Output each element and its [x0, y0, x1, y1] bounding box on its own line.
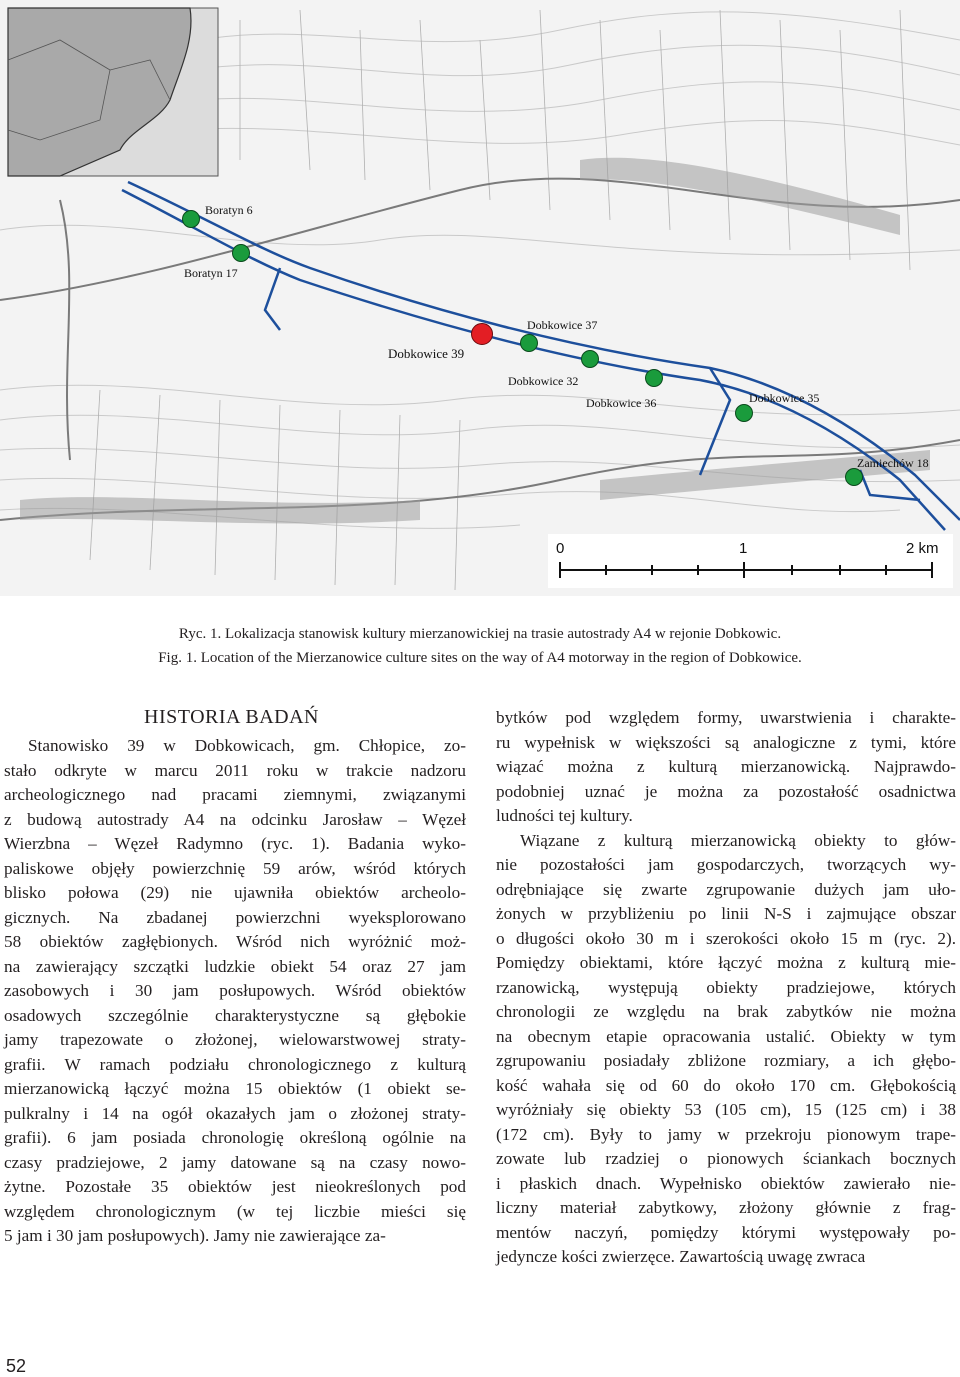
page-number: 52	[6, 1356, 27, 1376]
text-line: 58 obiektów zagłębionych. Wśród nich wyróżnić moż-	[4, 932, 466, 951]
site-label-dobkowice-36: Dobkowice 36	[586, 396, 657, 410]
site-marker-boratyn-6	[182, 210, 200, 228]
text-line: mierzanowicką łączyć można 15 obiektów (1 obiekt se-	[4, 1079, 466, 1098]
text-line: blisko połowa (29) nie ujawniła obiektów archeolo-	[4, 883, 466, 902]
site-label-dobkowice-39: Dobkowice 39	[388, 346, 465, 361]
scale-label-1: 1	[739, 540, 748, 557]
scale-bar-box	[548, 534, 953, 588]
text-line: rzanowicką, występują obiekty pradziejowe, których	[496, 977, 956, 997]
text-line: o długości około 30 m i szerokości około 15 m (ryc. 2).	[496, 928, 956, 948]
text-line: względem chronologicznym (w tej liczbie mieści się	[4, 1201, 466, 1221]
scale-label-0: 0	[556, 540, 565, 557]
site-label-dobkowice-35: Dobkowice 35	[749, 391, 820, 405]
text-line: odrębniające się zwarte zgrupowanie dużych jam uło-	[496, 879, 956, 899]
text-line: chronologii ze względu na brak zabytków nie można	[496, 1002, 956, 1021]
site-marker-dobkowice-35	[735, 404, 753, 422]
site-marker-dobkowice-39	[471, 323, 493, 345]
left-column-text	[4, 734, 466, 1249]
location-map	[0, 0, 960, 596]
text-line: grafii. W ramach podziału chronologicznego z kulturą	[4, 1054, 466, 1074]
text-line: gicznych. Na zbadanej powierzchni wyeksplorowano	[4, 907, 466, 927]
text-line: na obecnym etapie opracowania ustalić. Obiekty w tym	[496, 1026, 956, 1046]
text-line: Wierzbna – Węzeł Radymno (ryc. 1). Badania wyko-	[4, 834, 466, 853]
text-line: mentów naczyń, pomiędzy którymi występowały po-	[496, 1222, 956, 1242]
text-line: i płaskich dnach. Wypełnisko obiektów zawierało nie-	[496, 1173, 956, 1193]
site-label-zamiechow-18: Zamiechów 18	[857, 456, 929, 470]
text-line: archeologicznego nad pracami ziemnymi, związanymi	[4, 785, 466, 804]
site-marker-dobkowice-36	[645, 369, 663, 387]
section-heading: HISTORIA BADAŃ	[144, 706, 319, 728]
figure-caption-pl: Ryc. 1. Lokalizacja stanowisk kultury mierzanowickiej na trasie autostrady A4 w rejonie Dobkowic.	[178, 626, 782, 642]
site-marker-zamiechow-18	[845, 468, 863, 486]
text-line: Wiązane z kulturą mierzanowicką obiekty to głów-	[520, 830, 956, 850]
site-label-boratyn-17: Boratyn 17	[184, 266, 238, 280]
text-line: ludności tej kultury.	[496, 806, 633, 825]
text-line: bytków pod względem formy, uwarstwienia i charakte-	[496, 708, 956, 727]
site-marker-dobkowice-32	[581, 350, 599, 368]
text-line: ru wypełnisk w większości są analogiczne z tymi, które	[496, 732, 956, 752]
text-line: Pomiędzy obiektami, które łączyć można z kulturą mie-	[496, 953, 956, 972]
figure-caption-en: Fig. 1. Location of the Mierzanowice culture sites on the way of A4 motorway in the region of Dobkowice.	[158, 650, 802, 666]
map-background	[0, 0, 960, 596]
site-marker-boratyn-17	[232, 244, 250, 262]
text-line: zowate lub rzadziej o pionowych ściankach bocznych	[496, 1149, 956, 1168]
text-line: osadowych szczególnie charakterystyczne są głębokie	[4, 1005, 466, 1025]
text-line: nie pozostałości jam gospodarczych, tworzących wy-	[496, 855, 956, 874]
text-line: 5 jam i 30 jam posłupowych). Jamy nie zawierające za-	[4, 1226, 386, 1245]
text-line: jedyncze kości zwierzęce. Zawartością uwagę zwraca	[496, 1247, 866, 1266]
text-line: żytne. Pozostałe 35 obiektów jest nieokreślonych pod	[4, 1177, 466, 1196]
text-line: pulkralny i 14 na ogół okazałych jam o złożonej straty-	[4, 1103, 466, 1123]
site-marker-dobkowice-37	[520, 334, 538, 352]
text-line: czasy pradziejowe, 2 jamy datowane są na czasy nowo-	[4, 1152, 466, 1172]
text-line: liczny materiał zabytkowy, złożony głównie z frag-	[496, 1198, 956, 1217]
text-line: paliskowe objęły powierzchnię 59 arów, wśród których	[4, 858, 466, 878]
text-line: podobniej uznać je można za pozostałość osadnictwa	[496, 781, 956, 801]
text-line: zasobowych i 30 jam posłupowych. Wśród obiektów	[4, 981, 466, 1000]
site-label-dobkowice-32: Dobkowice 32	[508, 374, 579, 388]
text-line: z budową autostrady A4 na odcinku Jarosław – Węzeł	[4, 809, 466, 829]
text-line: jamy trapezowate o złożonej, wielowarstwowej straty-	[4, 1030, 466, 1049]
text-line: kość wahała się od 60 do około 170 cm. Głębokością	[496, 1075, 956, 1095]
text-line: na zawierający szczątki ludzkie obiekt 54 oraz 27 jam	[4, 956, 466, 976]
right-column-text	[496, 706, 956, 1270]
text-line: grafii). 6 jam posiada chronologię określoną ogólnie na	[4, 1128, 466, 1147]
site-label-dobkowice-37: Dobkowice 37	[527, 318, 598, 332]
scale-label-2km: 2 km	[906, 540, 939, 557]
text-line: zgrupowaniu posiadały zbliżone rozmiary, a ich głębo-	[496, 1051, 956, 1070]
text-line: wyróżniały się obiekty 53 (105 cm), 15 (125 cm) i 38	[496, 1100, 956, 1119]
text-line: żonych w przybliżeniu po linii N-S i zajmujące obszar	[496, 904, 956, 923]
text-line: stało odkryte w marcu 2011 roku w trakcie nadzoru	[4, 760, 466, 780]
text-line: Stanowisko 39 w Dobkowicach, gm. Chłopice, zo-	[28, 736, 466, 755]
site-label-boratyn-6: Boratyn 6	[205, 203, 253, 217]
text-line: (172 cm). Były to jamy w przekroju pionowym trape-	[496, 1124, 956, 1144]
text-line: wiązać można z kulturą mierzanowicką. Najprawdo-	[496, 757, 956, 776]
